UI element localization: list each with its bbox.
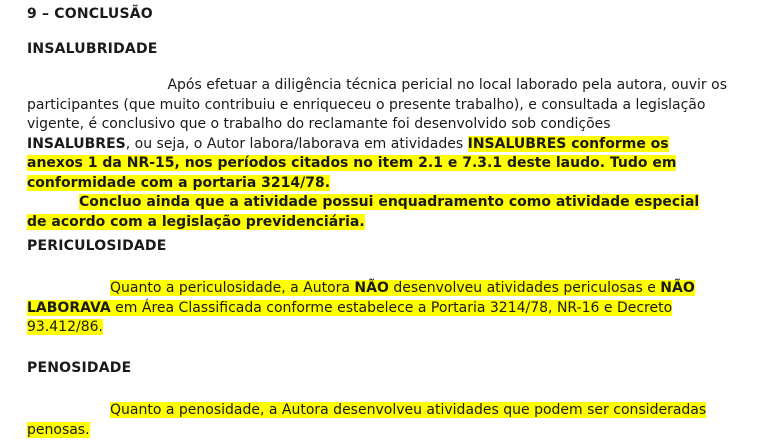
text-line [27, 135, 727, 155]
highlighted-text: de acordo com a legislação previdenciária. [27, 213, 365, 230]
penosidade-paragraph [27, 401, 727, 440]
highlighted-text: anexos 1 da NR-15, nos períodos citados no item 2.1 e 7.3.1 deste laudo. Tudo em [27, 155, 677, 171]
highlighted-text: Quanto a penosidade, a Autora desenvolveu atividades que podem ser consideradas [110, 402, 707, 418]
text-run: participantes (que muito contribuiu e enriqueceu o presente trabalho), e consultada a legislação [27, 96, 706, 113]
text-line [27, 115, 727, 135]
text-line [27, 421, 727, 441]
highlighted-text: Quanto a periculosidade, a Autora [110, 280, 355, 296]
text-run: vigente, é conclusivo que o trabalho do reclamante foi desenvolvido sob condições [27, 116, 611, 132]
highlighted-text: desenvolveu atividades periculosas e [388, 280, 661, 296]
section-title: 9 – CONCLUSÃO [27, 6, 153, 22]
bold-term: LABORAVA [27, 299, 111, 316]
insalubridade-paragraph [27, 76, 727, 232]
periculosidade-heading: PERICULOSIDADE [27, 238, 167, 254]
text-run: , ou seja, o Autor labora/laborava em atividades [125, 135, 468, 152]
text-line [27, 193, 727, 213]
text-run: Após efetuar a diligência técnica pericial no local laborado pela autora, ouvir os [167, 77, 727, 93]
text-line [27, 299, 727, 319]
highlighted-text: Concluo ainda que a atividade possui enquadramento como atividade especial [79, 194, 700, 210]
penosidade-heading: PENOSIDADE [27, 360, 132, 376]
highlighted-text: em Área Classificada conforme estabelece a Portaria 3214/78, NR-16 e Decreto [110, 299, 673, 316]
text-line [27, 174, 727, 194]
text-line [27, 279, 727, 299]
bold-term: INSALUBRES [27, 135, 126, 152]
highlighted-text: 93.412/86. [27, 319, 103, 335]
bold-term: NÃO [660, 280, 695, 296]
text-line [27, 154, 727, 174]
text-line [27, 401, 727, 421]
highlighted-text: INSALUBRES conforme os [467, 135, 669, 152]
bold-term: NÃO [354, 280, 389, 296]
text-line [27, 96, 727, 116]
highlighted-text: penosas. [27, 421, 90, 438]
text-line [27, 76, 727, 96]
text-line [27, 318, 727, 338]
highlighted-text: conformidade com a portaria 3214/78. [27, 174, 331, 191]
periculosidade-paragraph [27, 279, 727, 338]
insalubridade-heading: INSALUBRIDADE [27, 41, 158, 57]
text-line [27, 213, 727, 233]
